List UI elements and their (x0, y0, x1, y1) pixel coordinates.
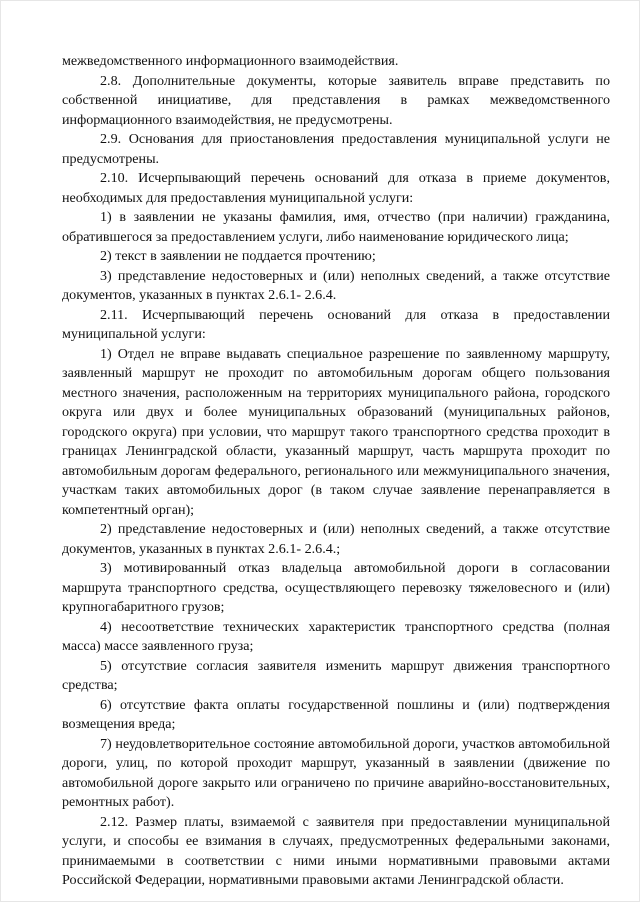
paragraph-2-12: 2.12. Размер платы, взимаемой с заявителя при предоставлении муниципальной услуги, и способы ее взимания в случаях, предусмотренных федеральными законами, принимаемыми в соответствии с ними иными нормативными правовыми актами Российской Федерации, нормативными правовыми актами Ленинградской области. (62, 813, 610, 888)
paragraph-2-10-item-1: 1) в заявлении не указаны фамилия, имя, отчество (при наличии) гражданина, обратившегося за предоставлением услуги, либо наименование юридического лица; (62, 209, 610, 245)
paragraph-2-8: 2.8. Дополнительные документы, которые заявитель вправе представить по собственной инициативе, для представления в рамках межведомственного информационного взаимодействия, не предусмотрены. (62, 72, 610, 128)
paragraph-2-11-item-5: 5) отсутствие согласия заявителя изменить маршрут движения транспортного средства; (62, 657, 610, 693)
paragraph-2-11-item-3: 3) мотивированный отказ владельца автомобильной дороги в согласовании маршрута транспортного средства, осуществляющего перевозку тяжеловесного и (или) крупногабаритного грузов; (62, 560, 610, 615)
paragraph-2-11-item-7: 7) неудовлетворительное состояние автомобильной дороги, участков автомобильной дороги, улиц, по которой проходит маршрут, указанный в заявлении (движение по автомобильной дороге закрыто или ограничено по причине аварийно-восстановительных, ремонтных работ). (62, 735, 610, 810)
paragraph-2-9: 2.9. Основания для приостановления предоставления муниципальной услуги не предусмотрены. (62, 131, 610, 167)
document-body (62, 52, 610, 891)
paragraph-2-11: 2.11. Исчерпывающий перечень оснований для отказа в предоставлении муниципальной услуги: (62, 306, 610, 342)
paragraph-2-11-item-4: 4) несоответствие технических характеристик транспортного средства (полная масса) массе заявленного груза; (62, 618, 610, 654)
paragraph-2-10-item-3: 3) представление недостоверных и (или) неполных сведений, а также отсутствие документов, указанных в пунктах 2.6.1- 2.6.4. (62, 267, 610, 303)
paragraph-continuation: межведомственного информационного взаимодействия. (62, 53, 399, 69)
paragraph-2-10: 2.10. Исчерпывающий перечень оснований для отказа в приеме документов, необходимых для предоставления муниципальной услуги: (62, 170, 610, 206)
paragraph-2-10-item-2: 2) текст в заявлении не поддается прочтению; (100, 248, 376, 264)
paragraph-2-11-item-1: 1) Отдел не вправе выдавать специальное разрешение по заявленному маршруту, заявленный маршрут не проходит по автомобильным дорогам общего пользования местного значения, расположенным на территориях муниципального района, городского округа или двух и более муниципальных образований (муниципальных районов, городского округа) при условии, что маршрут такого транспортного средства проходит в границах Ленинградской области, указанный маршрут, часть маршрута проходит по автомобильным дорогам федерального, регионального или межмуниципального значения, участкам таких автомобильных дорог (в таком случае заявление перенаправляется в компетентный орган); (62, 345, 610, 518)
paragraph-2-11-item-6: 6) отсутствие факта оплаты государственной пошлины и (или) подтверждения возмещения вреда; (62, 696, 610, 732)
paragraph-2-11-item-2: 2) представление недостоверных и (или) неполных сведений, а также отсутствие документов, указанных в пунктах 2.6.1- 2.6.4.; (62, 521, 610, 557)
